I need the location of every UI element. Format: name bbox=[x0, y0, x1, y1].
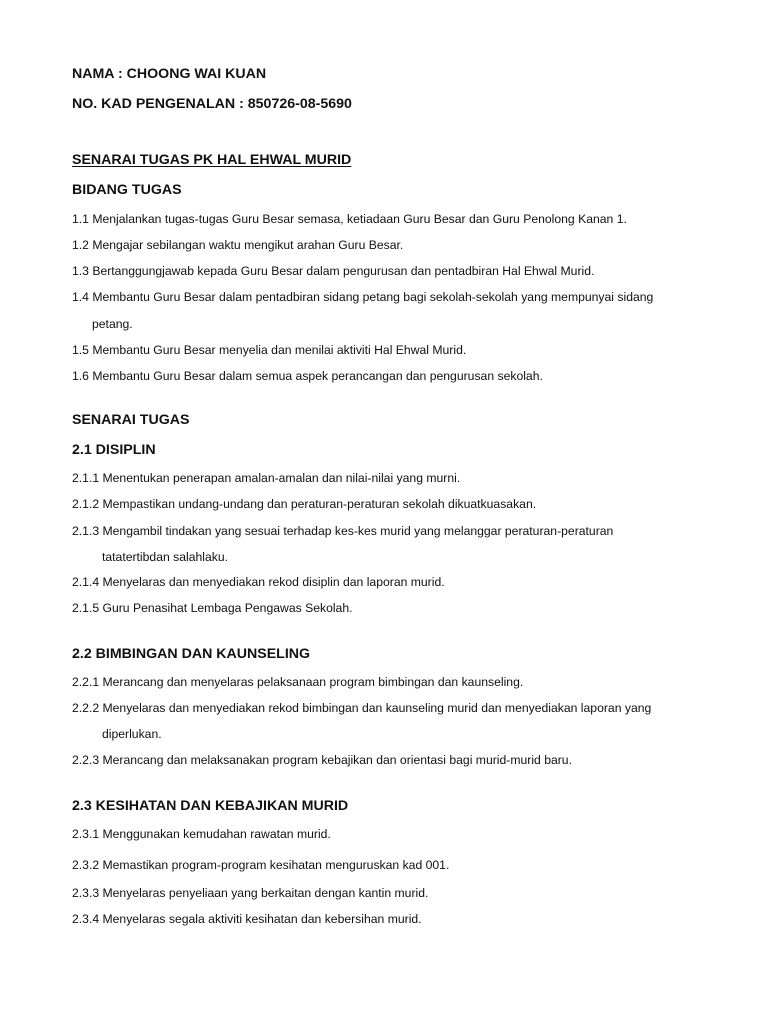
section-heading-senarai-tugas: SENARAI TUGAS bbox=[72, 412, 190, 428]
list-item-continuation: petang. bbox=[92, 317, 133, 331]
list-item: 2.1.1 Menentukan penerapan amalan-amalan dan nilai-nilai yang murni. bbox=[72, 471, 461, 485]
section-heading-disiplin: 2.1 DISIPLIN bbox=[72, 442, 156, 458]
list-item: 2.3.2 Memastikan program-program kesihatan menguruskan kad 001. bbox=[72, 858, 450, 872]
section-heading-kesihatan: 2.3 KESIHATAN DAN KEBAJIKAN MURID bbox=[72, 798, 349, 814]
list-item: 2.2.1 Merancang dan menyelaras pelaksanaan program bimbingan dan kaunseling. bbox=[72, 675, 524, 689]
name-line: NAMA : CHOONG WAI KUAN bbox=[72, 66, 267, 82]
list-item: 1.1 Menjalankan tugas-tugas Guru Besar semasa, ketiadaan Guru Besar dan Guru Penolong Kanan 1. bbox=[72, 212, 627, 226]
list-item: 1.6 Membantu Guru Besar dalam semua aspek perancangan dan pengurusan sekolah. bbox=[72, 369, 543, 383]
ic-number-line: NO. KAD PENGENALAN : 850726-08-5690 bbox=[72, 96, 352, 112]
section-heading-bidang-tugas: BIDANG TUGAS bbox=[72, 182, 182, 198]
list-item: 2.1.4 Menyelaras dan menyediakan rekod disiplin dan laporan murid. bbox=[72, 575, 445, 589]
list-item: 2.1.3 Mengambil tindakan yang sesuai terhadap kes-kes murid yang melanggar peraturan-peraturan bbox=[72, 524, 614, 538]
list-item-continuation: tatatertibdan salahlaku. bbox=[102, 550, 229, 564]
list-item: 2.3.1 Menggunakan kemudahan rawatan murid. bbox=[72, 827, 331, 841]
list-item: 1.5 Membantu Guru Besar menyelia dan menilai aktiviti Hal Ehwal Murid. bbox=[72, 343, 467, 357]
list-item: 2.2.2 Menyelaras dan menyediakan rekod bimbingan dan kaunseling murid dan menyediakan laporan yang bbox=[72, 701, 652, 715]
list-item: 1.4 Membantu Guru Besar dalam pentadbiran sidang petang bagi sekolah-sekolah yang mempunyai sidang bbox=[72, 290, 654, 304]
list-item: 2.3.4 Menyelaras segala aktiviti kesihatan dan kebersihan murid. bbox=[72, 912, 422, 926]
list-item: 1.2 Mengajar sebilangan waktu mengikut arahan Guru Besar. bbox=[72, 238, 404, 252]
document-title: SENARAI TUGAS PK HAL EHWAL MURID bbox=[72, 152, 352, 168]
list-item: 2.1.2 Mempastikan undang-undang dan peraturan-peraturan sekolah dikuatkuasakan. bbox=[72, 497, 537, 511]
list-item: 2.2.3 Merancang dan melaksanakan program kebajikan dan orientasi bagi murid-murid baru. bbox=[72, 753, 572, 767]
list-item: 1.3 Bertanggungjawab kepada Guru Besar dalam pengurusan dan pentadbiran Hal Ehwal Murid. bbox=[72, 264, 595, 278]
list-item: 2.1.5 Guru Penasihat Lembaga Pengawas Sekolah. bbox=[72, 601, 353, 615]
list-item: 2.3.3 Menyelaras penyeliaan yang berkaitan dengan kantin murid. bbox=[72, 886, 429, 900]
list-item-continuation: diperlukan. bbox=[102, 727, 162, 741]
section-heading-bimbingan: 2.2 BIMBINGAN DAN KAUNSELING bbox=[72, 646, 311, 662]
